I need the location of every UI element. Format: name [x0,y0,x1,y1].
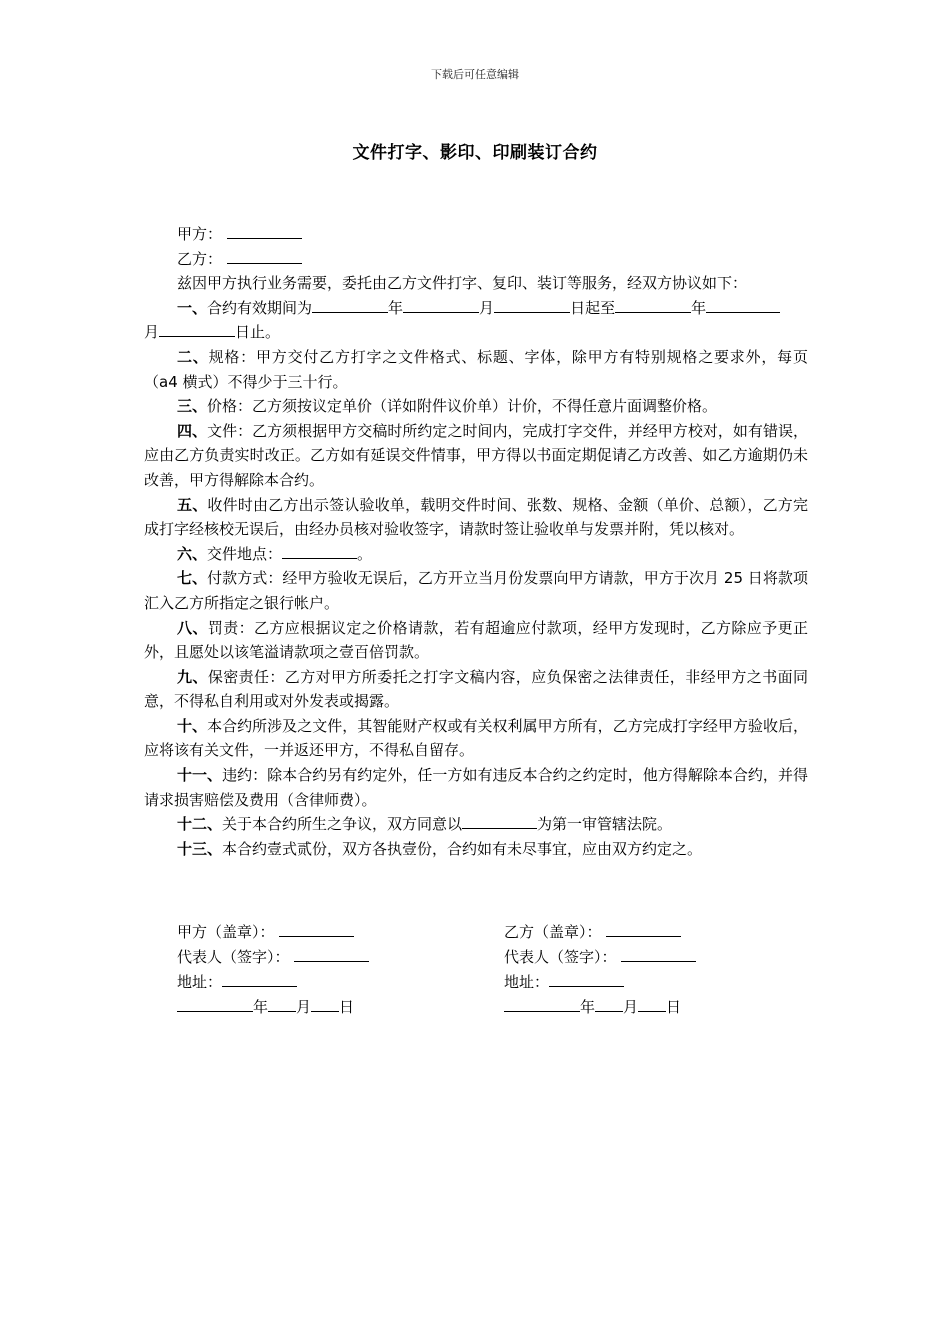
clause-1-day-end: 日止。 [235,323,281,342]
date-day: 日 [339,998,355,1016]
party-b-blank [227,248,302,264]
date-day: 日 [666,998,682,1016]
blank [312,297,388,313]
signature-block-party-b [504,920,696,1020]
blank [494,297,570,313]
blank [311,996,339,1012]
blank [621,946,696,962]
clause-4-number: 四、 [177,421,208,440]
clause-11-number: 十一、 [177,766,223,785]
clause-13-number: 十三、 [177,839,223,858]
clause-7-text: 付款方式：经甲方验收无误后，乙方开立当月份发票向甲方请款，甲方于次月 25 日将款项汇入乙方所指定之银行帐户。 [144,569,808,612]
clause-2-text: 规格：甲方交付乙方打字之文件格式、标题、字体，除甲方有特别规格之要求外，每页（a4 横式）不得少于三十行。 [144,347,808,391]
clause-7 [144,566,808,615]
date-year: 年 [580,998,596,1016]
party-a-label: 甲方： [177,225,223,243]
address-label: 地址： [504,973,550,991]
clause-10-text: 本合约所涉及之文件，其智能财产权或有关权利属甲方所有，乙方完成打字经甲方验收后，应将该有关文件，一并返还甲方，不得私自留存。 [144,716,808,760]
clause-1-year: 年 [388,298,404,317]
seal-label: 甲方（盖章）： [177,923,275,941]
clause-11-text: 违约：除本合约另有约定外，任一方如有违反本合约之约定时，他方得解除本合约，并得请求损害赔偿及费用（含律师费）。 [144,766,808,809]
blank [268,996,296,1012]
blank [222,971,297,987]
document-title: 文件打字、影印、印刷装订合约 [352,143,598,163]
court-blank [462,813,537,829]
clause-12 [144,812,808,837]
clause-1-number: 一、 [177,298,208,317]
clause-1-day-from: 日起至 [570,298,616,317]
clause-2-number: 二、 [177,347,209,366]
header-note: 下载后可任意编辑 [431,68,519,81]
blank [706,297,780,313]
clause-12-end: 为第一审管辖法院。 [537,815,673,834]
rep-label: 代表人（签字）： [504,948,617,966]
intro-paragraph [144,271,808,296]
intro-text: 兹因甲方执行业务需要，委托由乙方文件打字、复印、装订等服务，经双方协议如下： [177,274,748,293]
clause-1 [144,296,808,321]
blank [638,996,666,1012]
clause-1-month: 月 [479,298,495,317]
clause-6-number: 六、 [177,544,208,563]
clause-9-text: 保密责任：乙方对甲方所委托之打字文稿内容，应负保密之法律责任，非经甲方之书面同意，不得私自利用或对外发表或揭露。 [144,667,808,711]
blank [595,996,623,1012]
clause-10-number: 十、 [177,716,208,735]
clause-1-text: 合约有效期间为 [207,298,313,317]
party-b-label: 乙方： [177,249,223,268]
date-month: 月 [623,998,639,1016]
clause-1-year2: 年 [691,298,707,317]
clause-12-text: 关于本合约所生之争议，双方同意以 [222,815,463,834]
clause-3-number: 三、 [177,397,208,416]
party-a-blank [227,223,302,239]
blank [294,946,369,962]
blank [615,297,691,313]
address-line [504,970,696,995]
clause-9-number: 九、 [177,667,208,686]
blank [504,996,580,1012]
clause-8 [144,616,808,665]
rep-line [504,945,696,970]
clause-4 [144,419,808,493]
blank [403,297,479,313]
clause-9 [144,665,808,714]
clause-3 [144,394,808,419]
clause-12-number: 十二、 [177,815,223,834]
clause-7-number: 七、 [177,569,208,588]
signature-block-party-a [177,920,369,1020]
rep-line [177,945,369,970]
clause-5-text: 收件时由乙方出示签认验收单，载明交件时间、张数、规格、金额（单价、总额），乙方完成打字经核校无误后，由经办员核对验收签字，请款时签让验收单与发票并附，凭以核对。 [144,495,808,539]
clause-8-number: 八、 [177,618,208,637]
clause-1-month2: 月 [144,323,160,342]
address-line [177,970,369,995]
seal-line [177,920,369,945]
blank [159,321,235,337]
clause-13 [144,837,808,862]
seal-line [504,920,696,945]
clause-5 [144,493,808,542]
blank [279,921,354,937]
clause-8-text: 罚责：乙方应根据议定之价格请款，若有超逾应付款项，经甲方发现时，乙方除应予更正外，且愿处以该笔溢请款项之壹百倍罚款。 [144,618,808,662]
clause-6-end: 。 [357,544,373,563]
date-line [177,995,369,1020]
address-label: 地址： [177,973,223,991]
clause-6 [144,542,808,567]
clause-6-text: 交件地点： [207,544,283,563]
clause-4-text: 文件：乙方须根据甲方交稿时所约定之时间内，完成打字交件，并经甲方校对，如有错误，应由乙方负责实时改正。乙方如有延误交件情事，甲方得以书面定期促请乙方改善、如乙方逾期仍未改善，甲方得解除本合约。 [144,421,808,489]
blank [177,996,253,1012]
blank [549,971,624,987]
seal-label: 乙方（盖章）： [504,923,602,941]
clause-1-cont [144,320,808,345]
date-year: 年 [253,998,269,1016]
rep-label: 代表人（签字）： [177,948,290,966]
contract-body [144,222,808,861]
clause-3-text: 价格：乙方须按议定单价（详如附件议价单）计价，不得任意片面调整价格。 [207,397,718,416]
date-month: 月 [296,998,312,1016]
clause-13-text: 本合约壹式贰份，双方各执壹份，合约如有未尽事宜，应由双方约定之。 [222,839,703,858]
delivery-location-blank [282,543,357,559]
clause-2 [144,345,808,394]
clause-5-number: 五、 [177,495,208,514]
date-line [504,995,696,1020]
party-b-line [144,247,808,272]
clause-11 [144,763,808,812]
clause-10 [144,714,808,763]
blank [606,921,681,937]
party-a-line [144,222,808,247]
